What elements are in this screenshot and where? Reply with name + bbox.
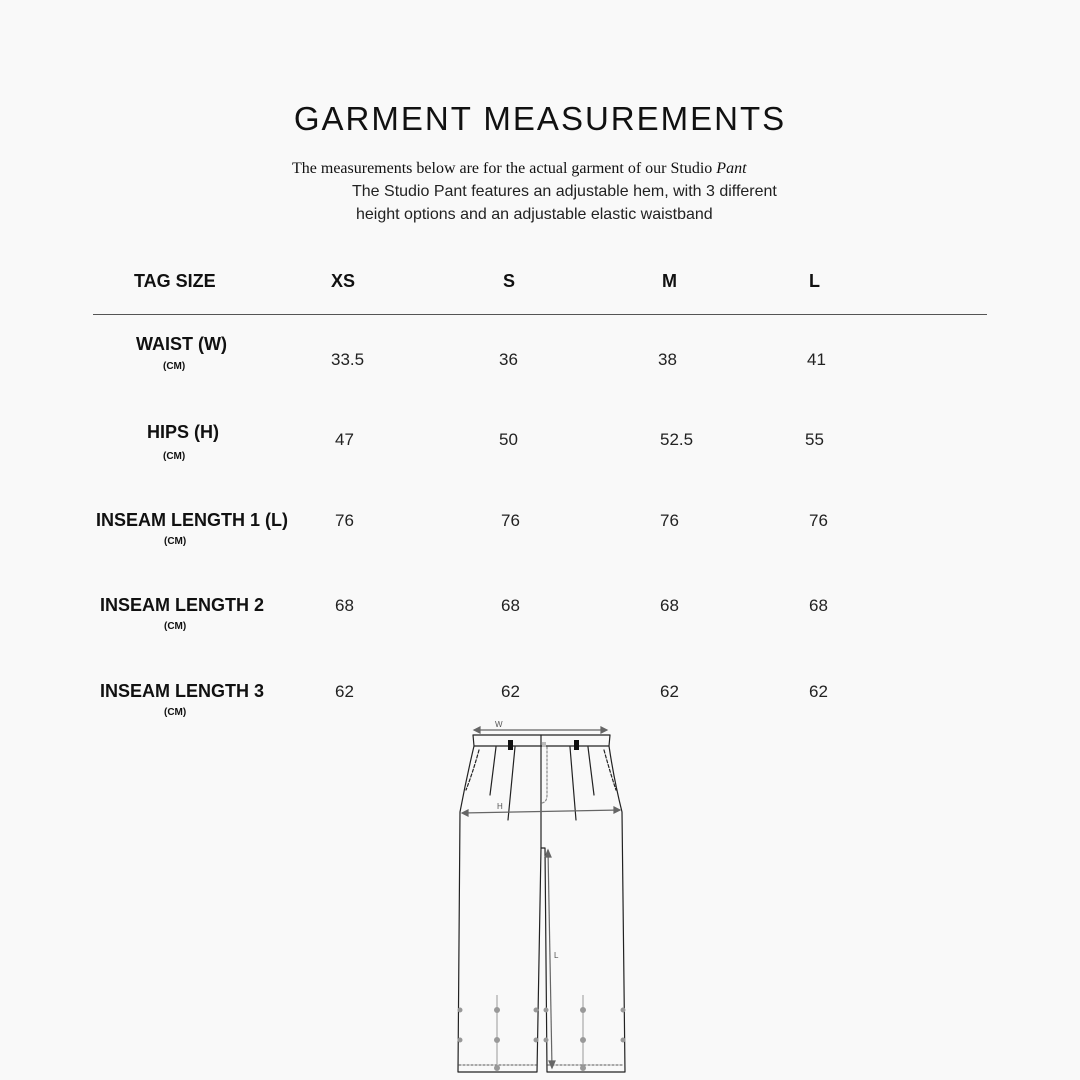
table-cell: 47	[335, 430, 354, 449]
inseam-arrow-head-bottom	[549, 1061, 555, 1068]
pleat-line	[588, 747, 594, 795]
row-label-inseam-1: INSEAM LENGTH 1 (L)	[96, 510, 288, 530]
table-cell: 55	[805, 430, 824, 449]
intro-line-2: The Studio Pant features an adjustable hem, with 3 different	[352, 183, 777, 200]
inseam-arrow-head-top	[545, 850, 551, 857]
hem-marker	[495, 1038, 500, 1043]
row-label-waist: WAIST (W)	[136, 334, 227, 354]
table-cell: 50	[499, 430, 518, 449]
table-cell: 76	[809, 511, 828, 530]
hem-marker	[495, 1066, 500, 1071]
header-size-l: L	[809, 271, 820, 291]
row-unit-inseam-2: (CM)	[164, 621, 187, 632]
hem-marker	[458, 1038, 462, 1042]
hem-marker	[581, 1066, 586, 1071]
table-cell: 41	[807, 350, 826, 369]
row-unit-hips: (CM)	[163, 451, 186, 462]
header-tag-size: TAG SIZE	[134, 271, 216, 291]
pleat-line	[508, 747, 515, 820]
hem-marker	[581, 1038, 586, 1043]
hem-marker	[544, 1038, 548, 1042]
intro-product-name: Pant	[716, 160, 747, 177]
belt-loop	[508, 740, 513, 750]
hem-marker	[458, 1008, 462, 1012]
table-cell: 76	[501, 511, 520, 530]
header-size-s: S	[503, 271, 516, 291]
pants-diagram	[440, 715, 640, 1080]
intro-line-1	[292, 160, 747, 178]
table-cell: 68	[660, 596, 679, 615]
header-size-m: M	[662, 271, 677, 291]
pleat-line	[490, 747, 496, 795]
header-size-xs: XS	[331, 271, 356, 291]
hips-arrow-head-left	[462, 810, 468, 816]
row-unit-inseam-1: (CM)	[164, 536, 187, 547]
button	[542, 742, 546, 747]
page-title: GARMENT MEASUREMENTS	[293, 100, 787, 137]
row-label-inseam-3: INSEAM LENGTH 3	[100, 681, 265, 701]
row-label-hips: HIPS (H)	[147, 422, 219, 442]
hem-marker	[581, 1008, 586, 1013]
table-cell: 36	[499, 350, 518, 369]
hem-marker	[534, 1038, 538, 1042]
intro-line-1-text: The measurements below are for the actual garment of our Studio	[292, 160, 717, 177]
row-unit-waist: (CM)	[163, 361, 186, 372]
hem-marker	[621, 1038, 625, 1042]
hips-arrow-head-right	[614, 807, 620, 813]
hem-marker	[544, 1008, 548, 1012]
table-cell: 52.5	[660, 430, 694, 449]
table-cell: 33.5	[331, 350, 365, 369]
waist-label: W	[495, 720, 503, 729]
table-cell: 62	[809, 682, 828, 701]
table-cell: 68	[501, 596, 520, 615]
belt-loop	[574, 740, 579, 750]
row-label-inseam-2: INSEAM LENGTH 2	[100, 595, 265, 615]
row-unit-inseam-3: (CM)	[164, 707, 187, 718]
hips-label: H	[497, 802, 503, 811]
table-cell: 76	[660, 511, 679, 530]
table-cell: 62	[660, 682, 679, 701]
waist-arrow-head-left	[474, 727, 480, 733]
table-cell: 38	[658, 350, 677, 369]
header-divider	[93, 314, 987, 315]
intro-line-3: height options and an adjustable elastic waistband	[356, 206, 713, 223]
hem-marker	[495, 1008, 500, 1013]
table-cell: 68	[335, 596, 354, 615]
fly-stitch	[542, 747, 547, 803]
inseam-arrow	[548, 850, 552, 1068]
length-label: L	[554, 951, 559, 960]
waist-arrow-head-right	[601, 727, 607, 733]
table-cell: 76	[335, 511, 354, 530]
table-cell: 68	[809, 596, 828, 615]
hem-marker	[621, 1008, 625, 1012]
pleat-line	[570, 747, 576, 820]
table-cell: 62	[501, 682, 520, 701]
table-cell: 62	[335, 682, 354, 701]
hem-marker	[534, 1008, 538, 1012]
